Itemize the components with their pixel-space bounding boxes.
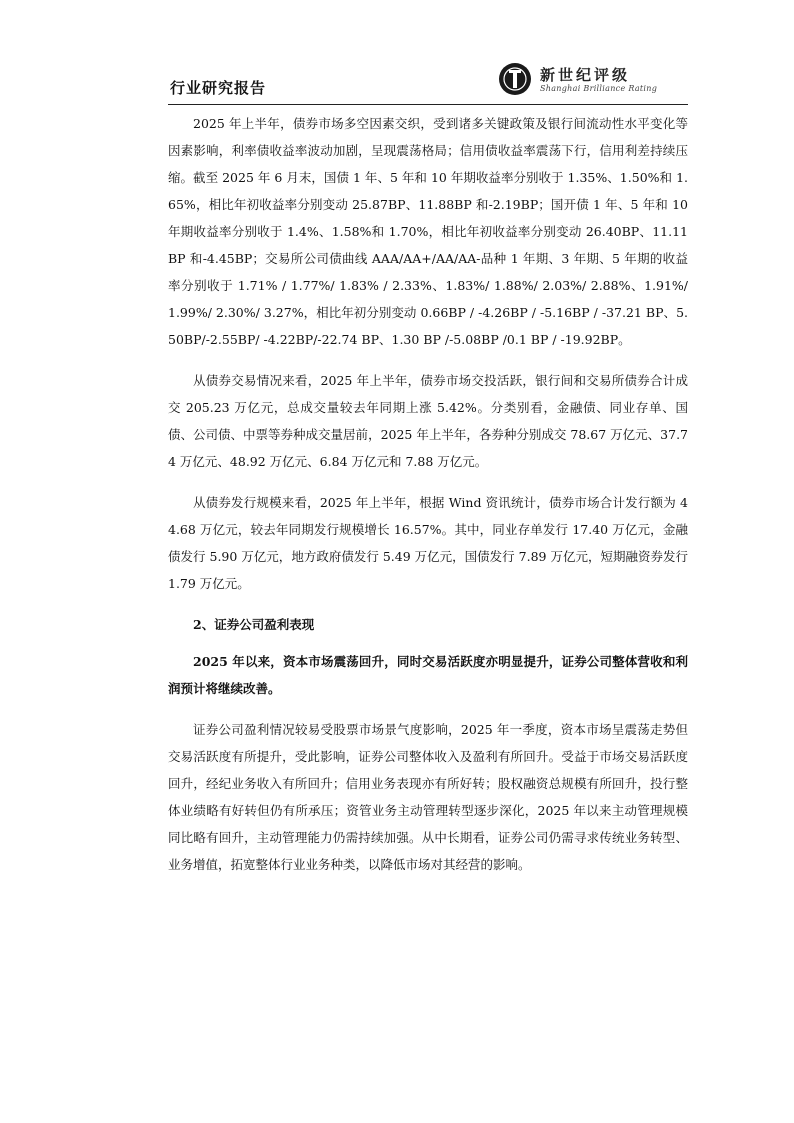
section-heading: 2、证券公司盈利表现	[193, 617, 315, 632]
lead-summary-paragraph: 2025 年以来，资本市场震荡回升，同时交易活跃度亦明显提升，证券公司整体营收和利润预计将继续改善。	[168, 654, 688, 696]
page-header	[168, 62, 688, 105]
report-body	[168, 110, 688, 892]
bond-issuance-paragraph: 从债券发行规模来看，2025 年上半年，根据 Wind 资讯统计，债券市场合计发行额为 44.68 万亿元，较去年同期发行规模增长 16.57%。其中，同业存单发行 17.40 万亿元，金融债发行 5.90 万亿元，地方政府债发行 5.49 万亿元，国债发行 7.89 万亿元，短期融资券发行 1.79 万亿元。	[168, 495, 688, 591]
logo-chinese-name: 新世纪评级	[540, 66, 631, 84]
rating-logo-icon	[498, 62, 532, 96]
bond-market-yield-paragraph: 2025 年上半年，债券市场多空因素交织，受到诸多关键政策及银行间流动性水平变化等因素影响，利率债收益率波动加剧，呈现震荡格局；信用债收益率震荡下行，信用利差持续压缩。截至 2025 年 6 月末，国债 1 年、5 年和 10 年期收益率分别收于 1.35%、1.50%和 1.65%，相比年初收益率分别变动 25.87BP、11.88BP 和-2.19BP；国开债 1 年、5 年和 10 年期收益率分别收于 1.4%、1.58%和 1.70%，相比年初收益率分别变动 26.40BP、11.11BP 和-4.45BP；交易所公司债曲线 AAA/AA+/AA/AA-品种 1 年期、3 年期、5 年期的收益率分别收于 1.71% / 1.77%/ 1.83% / 2.33%、1.83%/ 1.88%/ 2.03%/ 2.88%、1.91%/ 1.99%/ 2.30%/ 3.27%，相比年初分别变动 0.66BP / -4.26BP / -5.16BP / -37.21 BP、5.50BP/-2.55BP/ -4.22BP/-22.74 BP、1.30 BP /-5.08BP /0.1 BP / -19.92BP。	[168, 116, 688, 347]
securities-profit-paragraph: 证券公司盈利情况较易受股票市场景气度影响，2025 年一季度，资本市场呈震荡走势但交易活跃度有所提升，受此影响，证券公司整体收入及盈利有所回升。受益于市场交易活跃度回升，经纪业务收入有所回升；信用业务表现亦有所好转；股权融资总规模有所回升，投行整体业绩略有好转但仍有所承压；资管业务主动管理转型逐步深化，2025 年以来主动管理规模同比略有回升，主动管理能力仍需持续加强。从中长期看，证券公司仍需寻求传统业务转型、业务增值，拓宽整体行业业务种类，以降低市场对其经营的影响。	[168, 722, 688, 872]
company-logo	[498, 62, 688, 102]
bond-trading-paragraph: 从债券交易情况来看，2025 年上半年，债券市场交投活跃，银行间和交易所债券合计成交 205.23 万亿元，总成交量较去年同期上涨 5.42%。分类别看，金融债、同业存单、国债、公司债、中票等券种成交量居前，2025 年上半年，各券种分别成交 78.67 万亿元、37.74 万亿元、48.92 万亿元、6.84 万亿元和 7.88 万亿元。	[168, 373, 688, 469]
report-type-title: 行业研究报告	[170, 79, 267, 97]
logo-english-name: Shanghai Brilliance Rating	[540, 84, 658, 93]
